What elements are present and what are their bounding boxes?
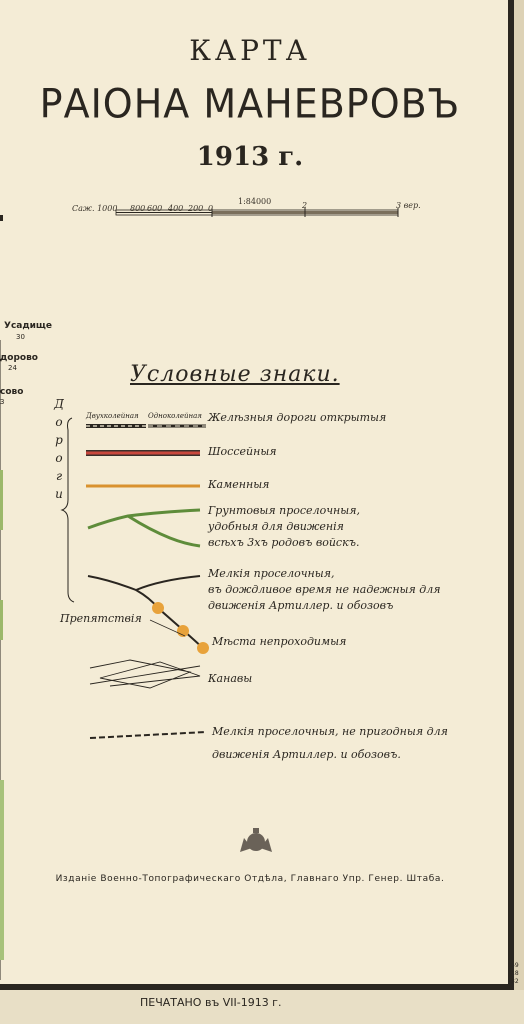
legend-minor-line2: въ дождливое время не надежныя для [208, 583, 441, 596]
map-title-line2: РАIОНА МАНЕВРОВЪ [39, 80, 461, 128]
publisher-imprint: Изданiе Военно-Топографическаго Отдѣла, Главнаго Упр. Генер. Штаба. [55, 874, 445, 884]
corner-number: 59 [511, 962, 519, 969]
print-date: ПЕЧАТАНО въ VII-1913 г. [140, 996, 282, 1009]
impassable-points [152, 602, 209, 654]
legend-minor-line3: движенія Артиллер. и обозовъ [208, 599, 394, 612]
legend-dirt-line3: всѣхъ 3хъ родовъ войскъ. [208, 536, 360, 549]
place-label: дорово [0, 353, 38, 363]
legend-ditches: Канавы [208, 672, 253, 685]
scale-left-label: Саж. 1000 [72, 204, 118, 213]
scale-tick: 600 [147, 204, 163, 213]
map-title-line1: КАРТА [189, 34, 311, 67]
legend-dirt-line1: Грунтовыя проселочныя, [208, 504, 361, 517]
ditch-symbol [90, 660, 200, 688]
scale-right-label: 3 вер. [396, 201, 421, 210]
map-title-year: 1913 г. [196, 142, 304, 172]
place-label: Усадище [4, 321, 52, 331]
place-number: 30 [16, 333, 25, 341]
legend-impassable: Мѣста непроходимыя [212, 635, 347, 648]
legend-unfit-line2: движенія Артиллер. и обозовъ. [212, 748, 401, 761]
scale-ratio: 1:84000 [238, 197, 272, 206]
legend-dirt-line2: удобныя для движенія [208, 520, 344, 533]
scale-tick: 400 [168, 204, 184, 213]
forest-patch [0, 780, 4, 960]
legend-unfit-line1: Мелкія проселочныя, не пригодныя для [212, 725, 448, 738]
forest-patch [0, 470, 3, 530]
legend-minor-line1: Мелкія проселочныя, [208, 567, 335, 580]
legend-obstacles: Препятствія [60, 612, 142, 625]
place-label: совo [0, 387, 24, 397]
rail-single-label: Одноколейная [148, 412, 202, 420]
imperial-eagle-emblem [240, 828, 272, 852]
corner-number: 32 [511, 978, 519, 985]
forest-patch [0, 600, 3, 640]
scale-tick: 0 [208, 204, 214, 213]
scale-tick: 200 [188, 204, 204, 213]
scale-tick: 2 [302, 201, 308, 210]
unfit-road-symbol [90, 732, 206, 738]
legend-title: Условные знаки. [130, 362, 340, 387]
place-number: 3 [0, 398, 5, 406]
legend-highway: Шоссейныя [208, 445, 277, 458]
legend-stone: Каменныя [208, 478, 270, 491]
legend-railways: Желѣзныя дороги открытыя [208, 411, 387, 424]
dirt-road-symbol [88, 510, 200, 546]
scale-tick: 800 [130, 204, 146, 213]
place-number: 24 [8, 364, 17, 372]
corner-number: 18 [511, 970, 519, 977]
legend-group-label: Д о р о г и [54, 397, 64, 501]
rail-double-label: Двухколейная [86, 412, 139, 420]
